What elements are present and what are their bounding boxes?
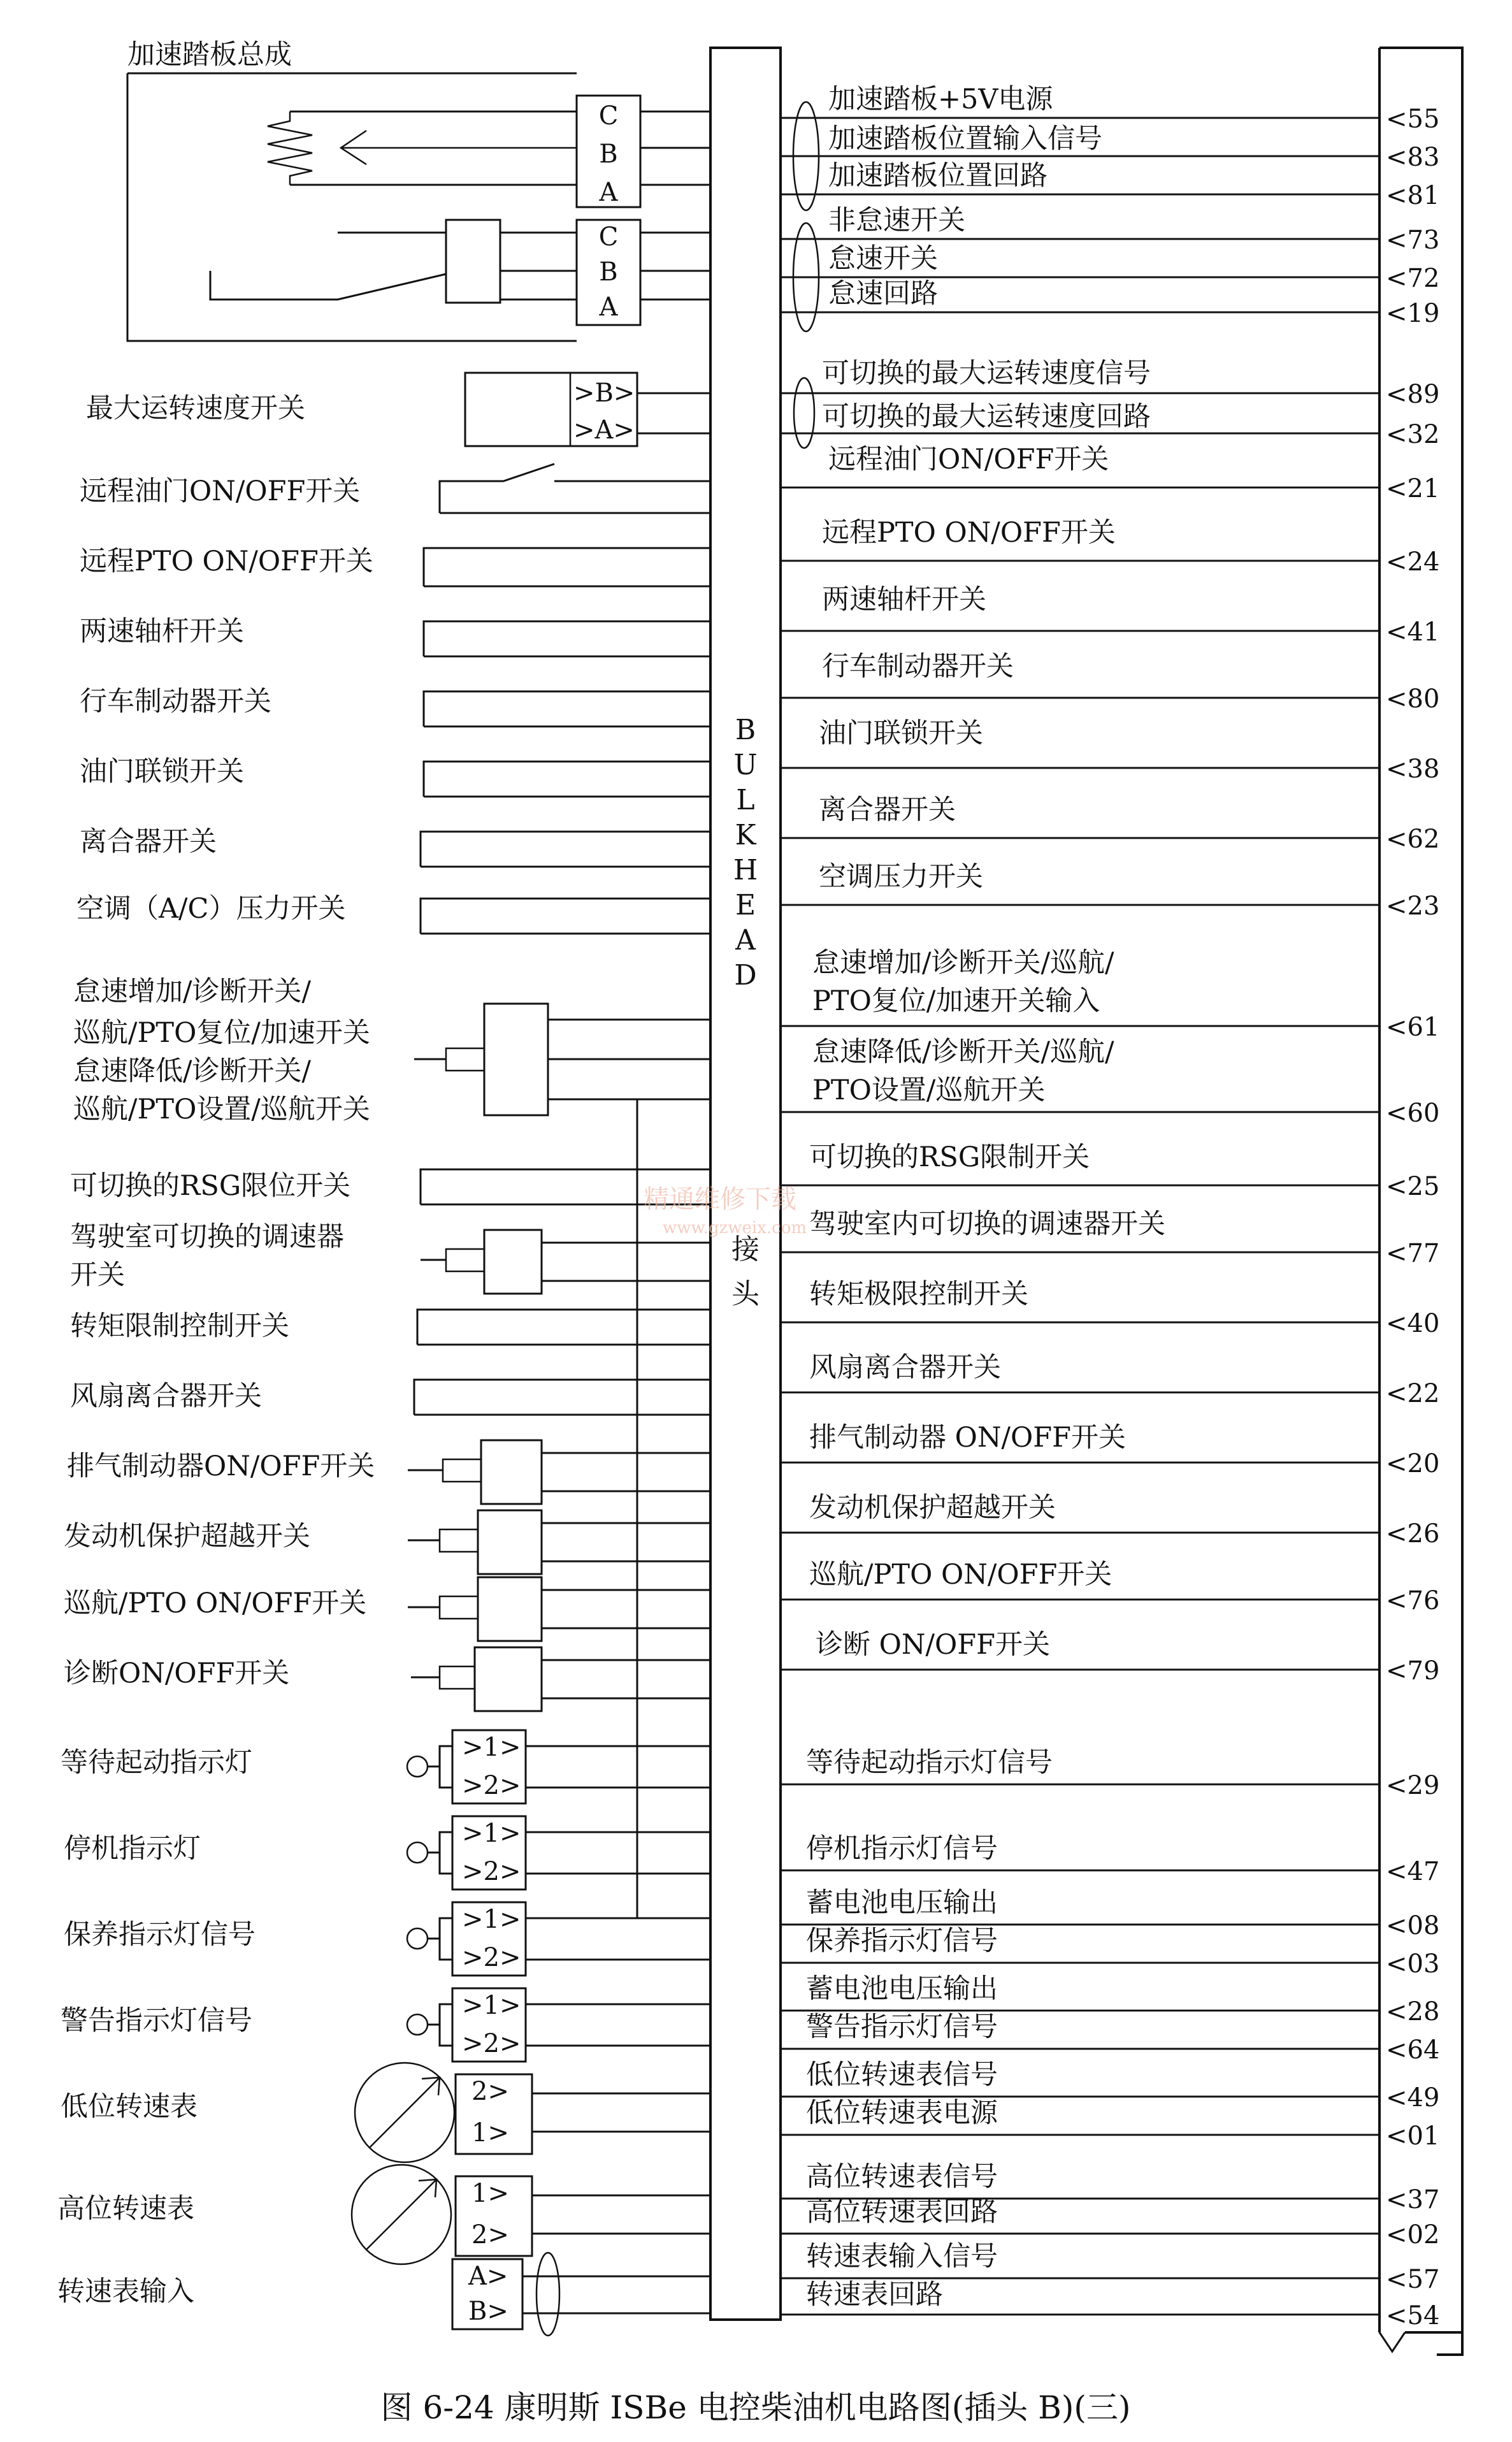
svg-text:>1>: >1> bbox=[462, 1991, 521, 2020]
svg-text:怠速回路: 怠速回路 bbox=[828, 278, 938, 310]
svg-text:PTO设置/巡航开关: PTO设置/巡航开关 bbox=[812, 1074, 1046, 1106]
svg-text:<03: <03 bbox=[1386, 1949, 1440, 1979]
svg-text:最大运转速度开关: 最大运转速度开关 bbox=[86, 393, 305, 424]
svg-text:A>: A> bbox=[468, 2262, 508, 2291]
toggle-switch-icon bbox=[478, 1577, 542, 1641]
svg-text:>2>: >2> bbox=[462, 1857, 521, 1886]
tachometers bbox=[352, 2063, 710, 2336]
svg-text:巡航/PTO设置/巡航开关: 巡航/PTO设置/巡航开关 bbox=[73, 1094, 370, 1125]
svg-text:诊断 ON/OFF开关: 诊断 ON/OFF开关 bbox=[816, 1629, 1050, 1661]
svg-text:等待起动指示灯: 等待起动指示灯 bbox=[61, 1747, 252, 1779]
svg-text:<22: <22 bbox=[1386, 1379, 1440, 1408]
svg-text:C: C bbox=[598, 222, 619, 252]
svg-text:>1>: >1> bbox=[462, 1733, 521, 1762]
svg-text:低位转速表电源: 低位转速表电源 bbox=[806, 2097, 998, 2129]
svg-text:高位转速表信号: 高位转速表信号 bbox=[806, 2161, 998, 2193]
svg-text:诊断ON/OFF开关: 诊断ON/OFF开关 bbox=[64, 1658, 290, 1689]
svg-text:远程PTO ON/OFF开关: 远程PTO ON/OFF开关 bbox=[822, 517, 1116, 549]
svg-text:离合器开关: 离合器开关 bbox=[819, 794, 956, 826]
svg-text:<40: <40 bbox=[1386, 1309, 1440, 1338]
svg-text:怠速降低/诊断开关/巡航/: 怠速降低/诊断开关/巡航/ bbox=[812, 1036, 1114, 1068]
svg-text:H: H bbox=[733, 854, 758, 886]
watermark bbox=[644, 1185, 807, 1238]
toggle-switch-icon bbox=[484, 1230, 542, 1294]
svg-text:高位转速表: 高位转速表 bbox=[57, 2193, 194, 2225]
svg-text:<83: <83 bbox=[1386, 143, 1440, 172]
svg-text:可切换的RSG限制开关: 可切换的RSG限制开关 bbox=[809, 1141, 1090, 1173]
svg-text:空调（A/C）压力开关: 空调（A/C）压力开关 bbox=[76, 893, 346, 925]
pedal-assembly bbox=[127, 39, 710, 341]
svg-text:低位转速表信号: 低位转速表信号 bbox=[806, 2059, 998, 2091]
max-speed-switch bbox=[465, 373, 710, 446]
svg-text:远程油门ON/OFF开关: 远程油门ON/OFF开关 bbox=[828, 444, 1109, 475]
svg-text:>2>: >2> bbox=[462, 2029, 521, 2058]
svg-text:<55: <55 bbox=[1386, 105, 1440, 134]
svg-text:巡航/PTO ON/OFF开关: 巡航/PTO ON/OFF开关 bbox=[64, 1587, 367, 1619]
svg-text:转速表输入信号: 转速表输入信号 bbox=[806, 2241, 998, 2272]
svg-text:驾驶室内可切换的调速器开关: 驾驶室内可切换的调速器开关 bbox=[809, 1208, 1165, 1240]
svg-text:>1>: >1> bbox=[462, 1905, 521, 1934]
svg-text:<08: <08 bbox=[1386, 1911, 1440, 1940]
svg-text:>2>: >2> bbox=[462, 1943, 521, 1972]
lamp-icon bbox=[407, 1928, 428, 1949]
svg-text:B: B bbox=[599, 257, 618, 287]
svg-text:<21: <21 bbox=[1386, 474, 1440, 503]
svg-text:保养指示灯信号: 保养指示灯信号 bbox=[806, 1925, 998, 1957]
svg-text:<28: <28 bbox=[1386, 1997, 1440, 2027]
svg-text:接: 接 bbox=[731, 1233, 760, 1266]
svg-text:A: A bbox=[599, 293, 618, 322]
svg-text:怠速增加/诊断开关/: 怠速增加/诊断开关/ bbox=[73, 976, 311, 1008]
figure-caption: 图 6-24 康明斯 ISBe 电控柴油机电路图(插头 B)(三) bbox=[380, 2389, 1131, 2426]
svg-text:K: K bbox=[735, 819, 756, 851]
svg-text:<02: <02 bbox=[1386, 2220, 1440, 2250]
svg-text:巡航/PTO ON/OFF开关: 巡航/PTO ON/OFF开关 bbox=[809, 1559, 1112, 1591]
svg-text:>B>: >B> bbox=[573, 379, 635, 408]
svg-text:发动机保护超越开关: 发动机保护超越开关 bbox=[64, 1521, 310, 1552]
svg-text:等待起动指示灯信号: 等待起动指示灯信号 bbox=[806, 1747, 1053, 1779]
svg-text:排气制动器 ON/OFF开关: 排气制动器 ON/OFF开关 bbox=[809, 1422, 1126, 1454]
svg-text:U: U bbox=[733, 749, 758, 781]
svg-text:<62: <62 bbox=[1386, 825, 1440, 854]
svg-text:<57: <57 bbox=[1386, 2265, 1440, 2294]
svg-text:<26: <26 bbox=[1386, 1519, 1440, 1549]
toggle-switch-icon bbox=[478, 1510, 542, 1574]
svg-text:油门联锁开关: 油门联锁开关 bbox=[819, 718, 983, 749]
svg-text:<64: <64 bbox=[1386, 2035, 1440, 2065]
svg-text:2>: 2> bbox=[472, 2077, 509, 2106]
svg-text:精通维修下载: 精通维修下载 bbox=[644, 1185, 796, 1214]
svg-text:B: B bbox=[599, 140, 618, 169]
svg-text:油门联锁开关: 油门联锁开关 bbox=[80, 756, 244, 788]
svg-text:<19: <19 bbox=[1386, 299, 1440, 328]
svg-text:<72: <72 bbox=[1386, 264, 1440, 293]
svg-text:D: D bbox=[734, 959, 757, 992]
svg-text:加速踏板位置输入信号: 加速踏板位置输入信号 bbox=[828, 123, 1102, 155]
lamp-icon bbox=[407, 1842, 428, 1863]
svg-text:加速踏板位置回路: 加速踏板位置回路 bbox=[828, 160, 1048, 192]
pedal-assembly-label: 加速踏板总成 bbox=[127, 39, 292, 71]
svg-text:<61: <61 bbox=[1386, 1013, 1440, 1042]
svg-text:驾驶室可切换的调速器: 驾驶室可切换的调速器 bbox=[70, 1221, 344, 1253]
svg-text:转矩限制控制开关: 转矩限制控制开关 bbox=[70, 1310, 289, 1342]
svg-text:<60: <60 bbox=[1386, 1099, 1440, 1128]
svg-text:<81: <81 bbox=[1386, 181, 1440, 210]
lamp-icon bbox=[407, 1756, 428, 1777]
svg-text:PTO复位/加速开关输入: PTO复位/加速开关输入 bbox=[812, 985, 1100, 1017]
svg-text:L: L bbox=[736, 784, 755, 816]
svg-text:风扇离合器开关: 风扇离合器开关 bbox=[70, 1380, 262, 1412]
svg-text:<38: <38 bbox=[1386, 755, 1440, 784]
svg-text:<25: <25 bbox=[1386, 1172, 1440, 1201]
svg-text:可切换的最大运转速度回路: 可切换的最大运转速度回路 bbox=[822, 401, 1151, 433]
svg-text:<29: <29 bbox=[1386, 1771, 1440, 1800]
svg-text:转矩极限控制开关: 转矩极限控制开关 bbox=[809, 1278, 1028, 1310]
toggle-switch-icon bbox=[484, 1004, 548, 1115]
left-labels bbox=[57, 393, 375, 2308]
svg-text:怠速开关: 怠速开关 bbox=[828, 243, 938, 275]
svg-text:<32: <32 bbox=[1386, 420, 1440, 449]
svg-text:行车制动器开关: 行车制动器开关 bbox=[80, 686, 271, 718]
svg-text:蓄电池电压输出: 蓄电池电压输出 bbox=[806, 1887, 998, 1919]
svg-text:高位转速表回路: 高位转速表回路 bbox=[806, 2196, 998, 2228]
svg-text:<23: <23 bbox=[1386, 892, 1440, 921]
svg-text:2>: 2> bbox=[472, 2220, 509, 2250]
svg-text:<47: <47 bbox=[1386, 1857, 1440, 1886]
svg-text:离合器开关: 离合器开关 bbox=[80, 826, 217, 858]
svg-text:B>: B> bbox=[468, 2297, 508, 2326]
svg-text:<37: <37 bbox=[1386, 2185, 1440, 2214]
svg-text:<73: <73 bbox=[1386, 226, 1440, 255]
svg-text:转速表输入: 转速表输入 bbox=[57, 2276, 194, 2308]
potentiometer-icon bbox=[268, 112, 312, 185]
svg-text:远程油门ON/OFF开关: 远程油门ON/OFF开关 bbox=[80, 475, 361, 507]
svg-text:行车制动器开关: 行车制动器开关 bbox=[822, 651, 1014, 683]
svg-text:B: B bbox=[735, 714, 756, 746]
toggle-switch-icon bbox=[481, 1440, 542, 1504]
toggle-switch-icon bbox=[475, 1647, 542, 1711]
svg-text:头: 头 bbox=[731, 1278, 760, 1310]
svg-text:<89: <89 bbox=[1386, 380, 1440, 409]
svg-text:警告指示灯信号: 警告指示灯信号 bbox=[61, 2005, 252, 2037]
svg-text:A: A bbox=[735, 924, 756, 957]
svg-text:保养指示灯信号: 保养指示灯信号 bbox=[64, 1919, 256, 1951]
svg-text:蓄电池电压输出: 蓄电池电压输出 bbox=[806, 1973, 998, 2005]
svg-text:风扇离合器开关: 风扇离合器开关 bbox=[809, 1352, 1001, 1384]
svg-text:两速轴杆开关: 两速轴杆开关 bbox=[822, 584, 986, 616]
bulkhead-connector bbox=[710, 48, 781, 2320]
svg-text:<77: <77 bbox=[1386, 1239, 1440, 1268]
svg-text:>2>: >2> bbox=[462, 1771, 521, 1800]
svg-text:E: E bbox=[735, 889, 756, 921]
svg-text:A: A bbox=[599, 178, 618, 207]
svg-text:怠速增加/诊断开关/巡航/: 怠速增加/诊断开关/巡航/ bbox=[812, 947, 1114, 979]
svg-text:<41: <41 bbox=[1386, 618, 1440, 647]
lamp-icon bbox=[407, 2014, 428, 2035]
svg-text:非怠速开关: 非怠速开关 bbox=[828, 205, 965, 236]
svg-text:1>: 1> bbox=[472, 2118, 509, 2148]
svg-text:停机指示灯: 停机指示灯 bbox=[64, 1833, 201, 1865]
idle-switch bbox=[446, 220, 500, 303]
toggle-switches bbox=[408, 1004, 710, 1711]
svg-text:<79: <79 bbox=[1386, 1656, 1440, 1686]
svg-text:>A>: >A> bbox=[573, 415, 635, 445]
svg-text:>1>: >1> bbox=[462, 1819, 521, 1848]
svg-text:<80: <80 bbox=[1386, 684, 1440, 714]
svg-text:<20: <20 bbox=[1386, 1449, 1440, 1478]
svg-text:加速踏板+5V电源: 加速踏板+5V电源 bbox=[828, 83, 1053, 115]
svg-text:1>: 1> bbox=[472, 2179, 509, 2208]
svg-text:开关: 开关 bbox=[70, 1259, 125, 1291]
svg-text:巡航/PTO复位/加速开关: 巡航/PTO复位/加速开关 bbox=[73, 1017, 370, 1049]
svg-text:排气制动器ON/OFF开关: 排气制动器ON/OFF开关 bbox=[67, 1450, 375, 1482]
ecm-pin-labels bbox=[1386, 105, 1439, 2330]
svg-text:怠速降低/诊断开关/: 怠速降低/诊断开关/ bbox=[73, 1055, 311, 1087]
svg-text:转速表回路: 转速表回路 bbox=[806, 2279, 943, 2311]
svg-text:空调压力开关: 空调压力开关 bbox=[819, 861, 983, 893]
svg-text:两速轴杆开关: 两速轴杆开关 bbox=[80, 616, 244, 647]
svg-text:远程PTO ON/OFF开关: 远程PTO ON/OFF开关 bbox=[80, 545, 373, 577]
svg-text:<76: <76 bbox=[1386, 1586, 1440, 1615]
svg-text:警告指示灯信号: 警告指示灯信号 bbox=[806, 2011, 998, 2043]
svg-text:可切换的最大运转速度信号: 可切换的最大运转速度信号 bbox=[822, 358, 1151, 389]
svg-text:可切换的RSG限位开关: 可切换的RSG限位开关 bbox=[70, 1170, 351, 1202]
svg-text:<24: <24 bbox=[1386, 547, 1440, 577]
svg-text:<01: <01 bbox=[1386, 2121, 1440, 2151]
right-labels bbox=[806, 83, 1165, 2311]
svg-text:低位转速表: 低位转速表 bbox=[61, 2091, 198, 2123]
svg-text:<49: <49 bbox=[1386, 2083, 1440, 2113]
svg-text:停机指示灯信号: 停机指示灯信号 bbox=[806, 1833, 998, 1865]
svg-text:C: C bbox=[598, 101, 619, 131]
svg-text:<54: <54 bbox=[1386, 2301, 1440, 2330]
svg-text:www.gzweix.com: www.gzweix.com bbox=[663, 1218, 807, 1238]
svg-text:发动机保护超越开关: 发动机保护超越开关 bbox=[809, 1492, 1056, 1524]
